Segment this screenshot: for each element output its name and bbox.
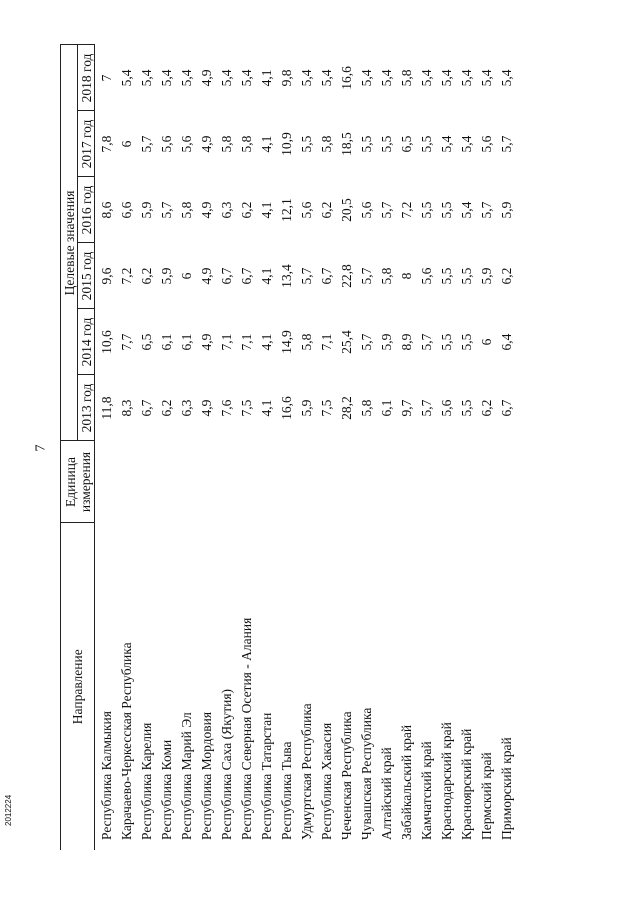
- unit-cell: [377, 441, 397, 523]
- value-cell: 5,6: [439, 399, 454, 417]
- value-cell: 5,4: [219, 69, 234, 87]
- value-cell: 20,5: [339, 198, 354, 222]
- unit-cell: [277, 441, 297, 523]
- value-cell: 7,5: [239, 399, 254, 417]
- region-name: Республика Коми: [159, 739, 174, 840]
- rotated-table-container: [60, 45, 550, 850]
- region-name: Красноярский край: [459, 728, 474, 840]
- value-cell: 7: [99, 74, 114, 82]
- value-cell: 4,9: [199, 267, 214, 285]
- value-cell: 5,4: [319, 69, 334, 87]
- value-cell: 12,1: [279, 198, 294, 222]
- value-cell: 5,4: [459, 69, 474, 87]
- value-cell: 25,4: [339, 330, 354, 354]
- unit-cell: [137, 441, 157, 523]
- unit-cell: [497, 441, 517, 523]
- value-cell: 5,4: [239, 69, 254, 87]
- region-name: Удмуртская Республика: [299, 703, 314, 840]
- region-name: Республика Тыва: [279, 741, 294, 840]
- value-cell: 5,9: [299, 399, 314, 417]
- value-cell: 9,8: [279, 69, 294, 87]
- value-cell: 6,3: [179, 399, 194, 417]
- value-cell: 6,7: [499, 399, 514, 417]
- header-year-1: 2013 год: [78, 375, 95, 441]
- unit-cell: [157, 441, 177, 523]
- value-cell: 4,9: [199, 399, 214, 417]
- value-cell: 6,7: [319, 267, 334, 285]
- region-name: Краснодарский край: [439, 722, 454, 840]
- value-cell: 7,7: [119, 333, 134, 351]
- value-cell: 5,5: [379, 135, 394, 153]
- value-cell: 4,9: [199, 69, 214, 87]
- value-cell: 5,6: [479, 135, 494, 153]
- value-cell: 5,9: [139, 201, 154, 219]
- table-row: [497, 45, 517, 850]
- value-cell: 6,6: [119, 201, 134, 219]
- value-cell: 5,9: [159, 267, 174, 285]
- value-cell: 6,7: [219, 267, 234, 285]
- region-name: Республика Хакасия: [319, 722, 334, 840]
- value-cell: 7,5: [319, 399, 334, 417]
- region-name: Республика Марий Эл: [179, 712, 194, 840]
- value-cell: 6,3: [219, 201, 234, 219]
- value-cell: 4,9: [199, 201, 214, 219]
- value-cell: 13,4: [279, 264, 294, 288]
- table-row: [137, 45, 157, 850]
- value-cell: 14,9: [279, 330, 294, 354]
- table-row: [377, 45, 397, 850]
- value-cell: 5,8: [319, 135, 334, 153]
- table-row: [157, 45, 177, 850]
- target-values-table: [60, 44, 517, 850]
- unit-cell: [337, 441, 357, 523]
- table-header: [61, 45, 95, 850]
- value-cell: 6,2: [159, 399, 174, 417]
- unit-cell: [357, 441, 377, 523]
- value-cell: 18,5: [339, 132, 354, 156]
- unit-cell: [237, 441, 257, 523]
- value-cell: 9,7: [399, 399, 414, 417]
- value-cell: 4,1: [259, 333, 274, 351]
- table-row: [477, 45, 497, 850]
- unit-cell: [117, 441, 137, 523]
- value-cell: 5,6: [159, 135, 174, 153]
- value-cell: 7,8: [99, 135, 114, 153]
- region-name: Чеченская Республика: [339, 711, 354, 840]
- value-cell: 5,9: [499, 201, 514, 219]
- value-cell: 4,1: [259, 135, 274, 153]
- value-cell: 5,7: [139, 135, 154, 153]
- unit-cell: [317, 441, 337, 523]
- unit-cell: [217, 441, 237, 523]
- unit-cell: [477, 441, 497, 523]
- value-cell: 6,5: [399, 135, 414, 153]
- value-cell: 5,4: [139, 69, 154, 87]
- value-cell: 8,3: [119, 399, 134, 417]
- header-direction: Направление: [61, 523, 95, 850]
- value-cell: 5,7: [479, 201, 494, 219]
- value-cell: 5,9: [479, 267, 494, 285]
- value-cell: 6,1: [179, 333, 194, 351]
- value-cell: 10,9: [279, 132, 294, 156]
- region-name: Республика Татарстан: [259, 712, 274, 840]
- value-cell: 4,1: [259, 69, 274, 87]
- unit-cell: [437, 441, 457, 523]
- value-cell: 5,4: [459, 135, 474, 153]
- value-cell: 5,8: [179, 201, 194, 219]
- header-unit: [61, 441, 95, 523]
- region-name: Пермский край: [479, 752, 494, 840]
- unit-cell: [197, 441, 217, 523]
- value-cell: 4,9: [199, 333, 214, 351]
- value-cell: 5,7: [499, 135, 514, 153]
- value-cell: 5,5: [419, 201, 434, 219]
- region-name: Забайкальский край: [399, 724, 414, 840]
- value-cell: 5,4: [499, 69, 514, 87]
- table-row: [357, 45, 377, 850]
- value-cell: 7,6: [219, 399, 234, 417]
- value-cell: 6: [479, 338, 494, 346]
- value-cell: 7,1: [239, 333, 254, 351]
- value-cell: 6,1: [159, 333, 174, 351]
- value-cell: 6,5: [139, 333, 154, 351]
- value-cell: 5,4: [159, 69, 174, 87]
- unit-cell: [297, 441, 317, 523]
- value-cell: 5,7: [379, 201, 394, 219]
- value-cell: 5,4: [299, 69, 314, 87]
- value-cell: 5,7: [359, 333, 374, 351]
- value-cell: 10,6: [99, 330, 114, 354]
- value-cell: 16,6: [339, 66, 354, 90]
- value-cell: 5,5: [459, 267, 474, 285]
- value-cell: 16,6: [279, 396, 294, 420]
- value-cell: 6,2: [499, 267, 514, 285]
- table-row: [177, 45, 197, 850]
- region-name: Карачаево-Черкесская Республика: [119, 642, 134, 840]
- value-cell: 4,1: [259, 201, 274, 219]
- value-cell: 5,7: [419, 333, 434, 351]
- value-cell: 4,1: [259, 399, 274, 417]
- value-cell: 5,5: [459, 333, 474, 351]
- value-cell: 8,9: [399, 333, 414, 351]
- region-name: Республика Саха (Якутия): [219, 688, 234, 840]
- value-cell: 5,8: [219, 135, 234, 153]
- table-row: [257, 45, 277, 850]
- value-cell: 5,6: [359, 201, 374, 219]
- table-row: [337, 45, 357, 850]
- value-cell: 5,4: [359, 69, 374, 87]
- header-unit-line1: Единица: [62, 457, 78, 508]
- value-cell: 8,6: [99, 201, 114, 219]
- value-cell: 5,8: [399, 69, 414, 87]
- value-cell: 11,8: [99, 396, 114, 420]
- region-name: Чувашская Республика: [359, 707, 374, 840]
- value-cell: 6: [179, 272, 194, 280]
- value-cell: 5,7: [159, 201, 174, 219]
- header-year-2: 2014 год: [78, 309, 95, 375]
- value-cell: 5,9: [379, 333, 394, 351]
- table-row: [437, 45, 457, 850]
- value-cell: 5,4: [119, 69, 134, 87]
- value-cell: 7,1: [219, 333, 234, 351]
- unit-cell: [457, 441, 477, 523]
- value-cell: 5,7: [359, 267, 374, 285]
- value-cell: 5,4: [179, 69, 194, 87]
- value-cell: 8: [399, 272, 414, 280]
- value-cell: 5,6: [419, 267, 434, 285]
- value-cell: 9,6: [99, 267, 114, 285]
- header-year-3: 2015 год: [78, 243, 95, 309]
- value-cell: 5,8: [359, 399, 374, 417]
- value-cell: 5,8: [379, 267, 394, 285]
- header-unit-line2: измерения: [77, 451, 93, 513]
- value-cell: 5,4: [419, 69, 434, 87]
- table-row: [317, 45, 337, 850]
- value-cell: 4,1: [259, 267, 274, 285]
- value-cell: 5,5: [439, 267, 454, 285]
- page-number: 7: [33, 444, 49, 452]
- region-name: Алтайский край: [379, 747, 394, 840]
- value-cell: 6,1: [379, 399, 394, 417]
- value-cell: 5,6: [299, 201, 314, 219]
- value-cell: 5,5: [439, 201, 454, 219]
- value-cell: 5,4: [439, 135, 454, 153]
- value-cell: 28,2: [339, 396, 354, 420]
- value-cell: 5,8: [299, 333, 314, 351]
- table-row: [237, 45, 257, 850]
- table-row: [217, 45, 237, 850]
- unit-cell: [257, 441, 277, 523]
- table-row: [95, 45, 118, 850]
- value-cell: 6,4: [499, 333, 514, 351]
- value-cell: 5,5: [419, 135, 434, 153]
- value-cell: 22,8: [339, 264, 354, 288]
- value-cell: 6,2: [479, 399, 494, 417]
- value-cell: 6,7: [239, 267, 254, 285]
- document-code: 2012224: [4, 794, 13, 826]
- value-cell: 5,4: [459, 201, 474, 219]
- region-name: Республика Северная Осетия - Алания: [239, 617, 254, 840]
- value-cell: 5,5: [299, 135, 314, 153]
- table-row: [457, 45, 477, 850]
- value-cell: 5,7: [419, 399, 434, 417]
- table-body: [95, 45, 518, 850]
- region-name: Республика Мордовия: [199, 711, 214, 840]
- table-row: [117, 45, 137, 850]
- table-row: [417, 45, 437, 850]
- value-cell: 5,8: [239, 135, 254, 153]
- unit-cell: [177, 441, 197, 523]
- unit-cell: [417, 441, 437, 523]
- header-year-5: 2017 год: [78, 111, 95, 177]
- value-cell: 5,4: [439, 69, 454, 87]
- table-row: [197, 45, 217, 850]
- table-row: [297, 45, 317, 850]
- region-name: Республика Калмыкия: [99, 711, 114, 840]
- region-name: Камчатский край: [419, 741, 434, 840]
- value-cell: 6,2: [239, 201, 254, 219]
- value-cell: 6: [119, 140, 134, 148]
- value-cell: 5,4: [479, 69, 494, 87]
- table-row: [397, 45, 417, 850]
- value-cell: 5,5: [359, 135, 374, 153]
- value-cell: 5,7: [299, 267, 314, 285]
- value-cell: 5,5: [459, 399, 474, 417]
- value-cell: 6,2: [139, 267, 154, 285]
- unit-cell: [95, 441, 118, 523]
- header-year-4: 2016 год: [78, 177, 95, 243]
- value-cell: 5,6: [179, 135, 194, 153]
- header-target-values: Целевые значения: [61, 45, 78, 441]
- value-cell: 7,2: [119, 267, 134, 285]
- value-cell: 7,2: [399, 201, 414, 219]
- region-name: Республика Карелия: [139, 722, 154, 840]
- value-cell: 5,4: [379, 69, 394, 87]
- table-row: [277, 45, 297, 850]
- region-name: Приморский край: [499, 737, 514, 840]
- header-year-6: 2018 год: [78, 45, 95, 111]
- value-cell: 6,2: [319, 201, 334, 219]
- value-cell: 5,5: [439, 333, 454, 351]
- value-cell: 7,1: [319, 333, 334, 351]
- value-cell: 6,7: [139, 399, 154, 417]
- unit-cell: [397, 441, 417, 523]
- value-cell: 4,9: [199, 135, 214, 153]
